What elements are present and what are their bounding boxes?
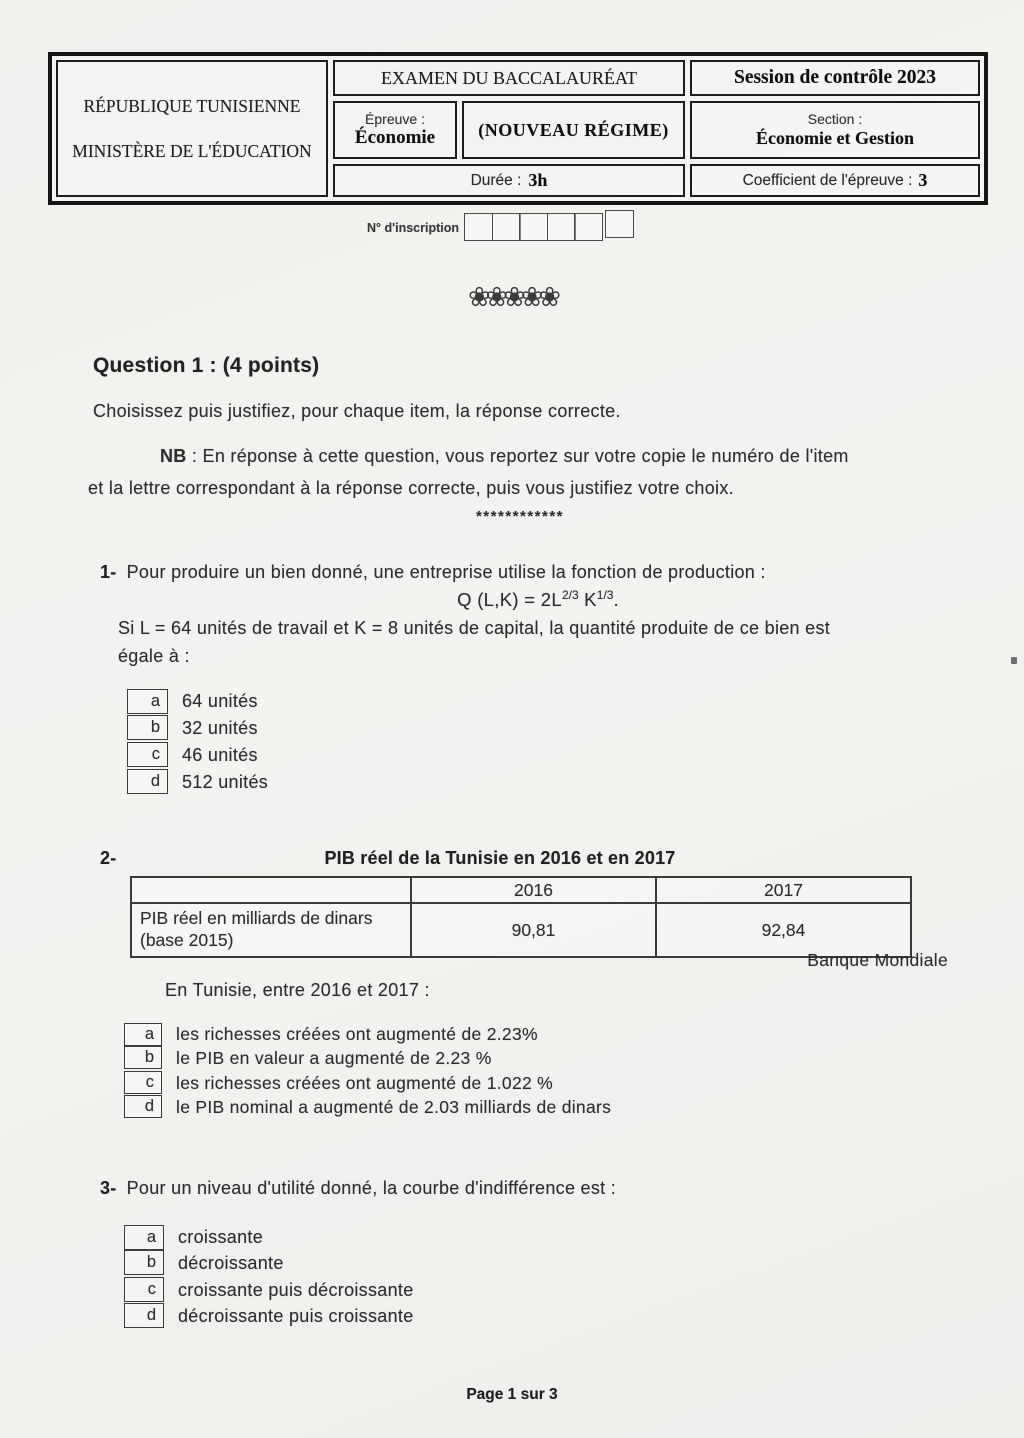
duree-label: Durée : xyxy=(470,171,522,189)
option-letter-box: b xyxy=(124,1250,164,1275)
ministry-label: MINISTÈRE DE L'ÉDUCATION xyxy=(72,140,312,161)
option-row xyxy=(124,1224,414,1251)
option-text: décroissante puis croissante xyxy=(178,1306,414,1327)
exam-info-column xyxy=(333,60,685,197)
question-title: Question 1 : (4 points) xyxy=(93,354,320,377)
inscription-cell xyxy=(605,210,634,238)
table-row-label: PIB réel en milliards de dinars (base 2015) xyxy=(132,904,412,956)
inscription-cell xyxy=(574,213,603,241)
item1-line2: Si L = 64 unités de travail et K = 8 unités de capital, la quantité produite de ce bien est xyxy=(118,618,831,638)
option-row xyxy=(124,1022,611,1047)
epreuve-cell xyxy=(333,101,457,159)
option-row xyxy=(127,688,268,715)
item3-line: 3- Pour un niveau d'utilité donné, la courbe d'indifférence est : xyxy=(100,1178,617,1198)
scan-artifact-dot xyxy=(1011,657,1017,664)
pib-2017-value: 92,84 xyxy=(761,919,806,940)
option-letter-box: a xyxy=(124,1023,162,1046)
pib-table xyxy=(130,876,912,958)
regime-cell: (NOUVEAU RÉGIME) xyxy=(462,101,685,159)
session-cell: Session de contrôle 2023 xyxy=(690,60,980,96)
option-row xyxy=(124,1047,611,1072)
option-text: 46 unités xyxy=(182,745,258,765)
item1-line3: égale à : xyxy=(118,646,190,666)
section-cell xyxy=(690,101,980,159)
option-letter-box: d xyxy=(124,1303,164,1328)
option-text: les richesses créées ont augmenté de 1.022 % xyxy=(176,1072,554,1093)
item2-lead: En Tunisie, entre 2016 et 2017 : xyxy=(165,980,430,1000)
option-row xyxy=(127,769,268,796)
duree-cell xyxy=(333,164,685,197)
option-letter-box: d xyxy=(127,769,168,794)
item1-options xyxy=(127,688,268,796)
option-text: 64 unités xyxy=(182,691,258,711)
production-formula: Q $(L,K) = 2L^{2/3}$ $K^{1/3}$. xyxy=(457,588,619,611)
duree-value: 3h xyxy=(528,170,548,190)
item1-line1: 1- Pour produire un bien donné, une entreprise utilise la fonction de production : xyxy=(100,562,766,582)
option-row xyxy=(124,1071,611,1096)
option-letter-box: c xyxy=(124,1071,162,1094)
epreuve-value: Économie xyxy=(354,127,436,149)
option-row xyxy=(127,715,268,742)
question-intro: Choisissez puis justifiez, pour chaque item, la réponse correcte. xyxy=(93,401,621,421)
nb-note-line2: et la lettre correspondant à la réponse correcte, puis vous justifiez votre choix. xyxy=(88,478,734,498)
inscription-cell xyxy=(492,213,521,241)
nb-note-line1: NB : En réponse à cette question, vous reportez sur votre copie le numéro de l'item xyxy=(160,446,849,466)
item3-options xyxy=(124,1224,414,1330)
institution-cell xyxy=(56,60,328,197)
table-source: Banque Mondiale xyxy=(807,950,948,970)
inscription-label: N° d'inscription xyxy=(367,221,459,235)
item2-number: 2- xyxy=(100,848,117,868)
option-text: décroissante xyxy=(178,1253,284,1274)
republic-label: RÉPUBLIQUE TUNISIENNE xyxy=(83,95,301,116)
option-row xyxy=(124,1251,414,1278)
item2-options xyxy=(124,1022,611,1120)
flower-ornament: ❀❀❀❀❀ xyxy=(467,282,557,312)
inscription-cell xyxy=(547,213,576,241)
pib-2016-value: 90,81 xyxy=(412,904,657,956)
item3-number: 3- xyxy=(100,1178,117,1198)
option-text: 32 unités xyxy=(182,718,258,738)
option-row xyxy=(127,742,268,769)
item1-number: 1- xyxy=(100,562,117,582)
exam-header-table xyxy=(48,52,988,205)
option-text: les richesses créées ont augmenté de 2.23% xyxy=(176,1023,538,1044)
option-text: le PIB en valeur a augmenté de 2.23 % xyxy=(176,1048,492,1069)
option-row xyxy=(124,1096,611,1121)
option-text: 512 unités xyxy=(182,772,269,792)
option-row xyxy=(124,1304,414,1331)
inscription-boxes xyxy=(464,213,631,241)
option-text: croissante puis décroissante xyxy=(178,1279,414,1300)
option-letter-box: b xyxy=(124,1046,162,1069)
section-value: Économie et Gestion xyxy=(756,127,914,148)
nb-label: NB xyxy=(160,446,187,466)
coefficient-value: 3 xyxy=(918,170,928,190)
option-letter-box: b xyxy=(127,715,168,740)
coefficient-cell xyxy=(690,164,980,197)
option-letter-box: a xyxy=(127,689,168,714)
table-corner-cell xyxy=(132,878,412,904)
separator-stars: ************ xyxy=(475,508,565,525)
option-letter-box: a xyxy=(124,1225,164,1250)
inscription-cell xyxy=(464,213,493,241)
exam-title: EXAMEN DU BACCALAURÉAT xyxy=(333,60,685,96)
pib-table-title: PIB réel de la Tunisie en 2016 et en 2017 xyxy=(324,848,676,868)
table-header-2017: 2017 xyxy=(657,878,910,904)
option-letter-box: c xyxy=(127,742,168,767)
table-header-2016: 2016 xyxy=(412,878,657,904)
coefficient-label: Coefficient de l'épreuve : xyxy=(742,171,913,189)
epreuve-label: Épreuve : xyxy=(365,111,425,128)
session-column xyxy=(690,60,980,197)
page-footer: Page 1 sur 3 xyxy=(466,1386,558,1403)
option-letter-box: c xyxy=(124,1277,164,1302)
option-letter-box: d xyxy=(124,1095,162,1118)
inscription-cell xyxy=(519,213,548,241)
option-row xyxy=(124,1277,414,1304)
section-label: Section : xyxy=(807,110,863,127)
option-text: croissante xyxy=(178,1226,264,1247)
option-text: le PIB nominal a augmenté de 2.03 milliards de dinars xyxy=(176,1097,612,1118)
